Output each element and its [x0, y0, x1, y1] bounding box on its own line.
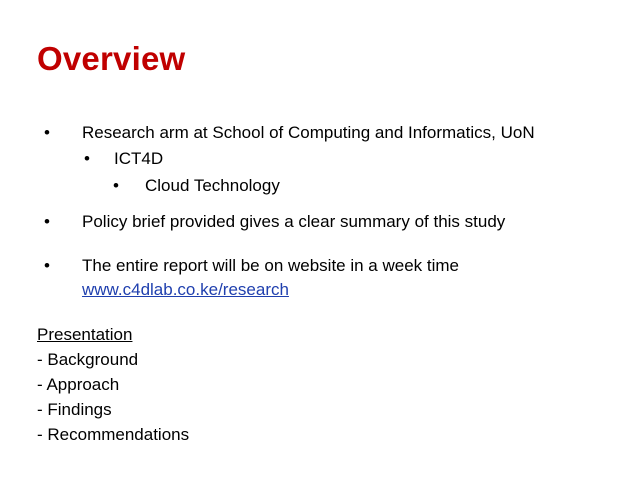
bullet-entire-report: The entire report will be on website in a week time	[82, 256, 460, 275]
presentation-item-findings: - Findings	[37, 400, 112, 419]
bullet-marker: •	[84, 149, 90, 168]
presentation-item-recommendations: - Recommendations	[37, 425, 190, 444]
bullet-research-arm: Research arm at School of Computing and Informatics, UoN	[82, 123, 535, 142]
presentation-item-approach: - Approach	[37, 375, 120, 394]
bullet-marker: •	[44, 256, 50, 275]
bullet-policy-brief: Policy brief provided gives a clear summary of this study	[82, 212, 506, 231]
research-website-link[interactable]: www.c4dlab.co.ke/research	[82, 280, 289, 299]
bullet-marker: •	[44, 212, 50, 231]
presentation-item-background: - Background	[37, 350, 139, 369]
bullet-marker: •	[44, 123, 50, 142]
presentation-heading: Presentation	[37, 325, 133, 344]
bullet-ict4d: ICT4D	[114, 149, 164, 168]
slide-title: Overview	[37, 40, 186, 77]
bullet-marker: •	[113, 176, 119, 195]
bullet-cloud-technology: Cloud Technology	[145, 176, 280, 195]
